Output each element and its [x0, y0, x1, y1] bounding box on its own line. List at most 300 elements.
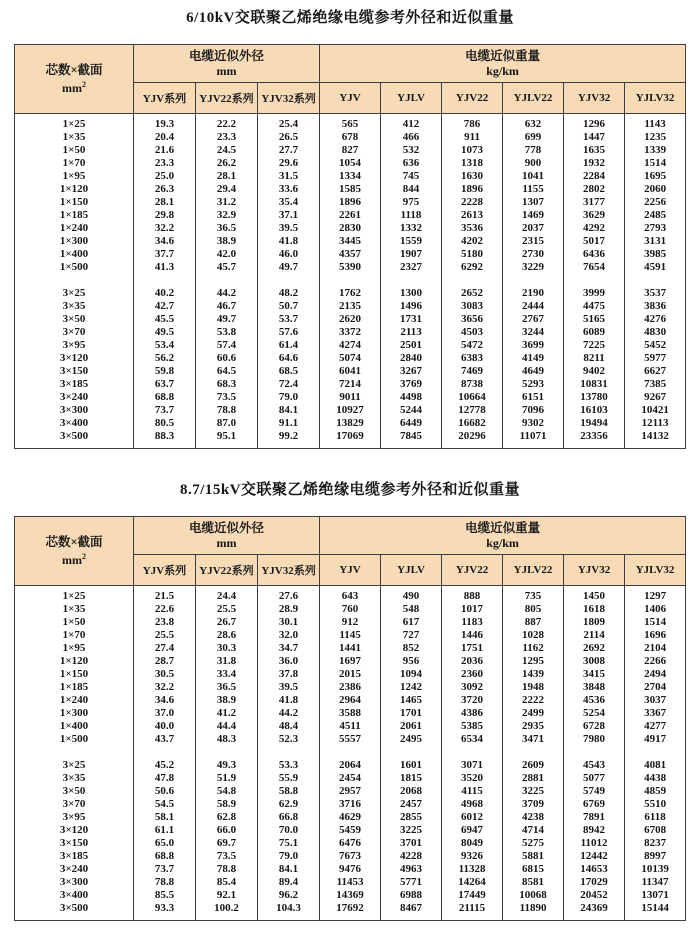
spacer-cell [15, 274, 134, 287]
value-cell: 30.1 [258, 616, 320, 629]
col-header-yjlv32: YJLV32 [625, 83, 686, 114]
value-cell: 2015 [320, 668, 381, 681]
value-cell: 1514 [625, 157, 686, 170]
value-cell: 4081 [625, 759, 686, 772]
value-cell: 30.5 [134, 668, 196, 681]
value-cell: 7673 [320, 850, 381, 863]
value-cell: 49.7 [258, 261, 320, 274]
value-cell: 28.6 [196, 629, 258, 642]
value-cell: 13829 [320, 417, 381, 430]
value-cell: 5771 [381, 876, 442, 889]
col-header-yjv-series: YJV系列 [134, 83, 196, 114]
table-row [15, 114, 686, 132]
value-cell: 805 [503, 603, 564, 616]
value-cell: 29.8 [134, 209, 196, 222]
value-cell: 14653 [564, 863, 625, 876]
value-cell: 5881 [503, 850, 564, 863]
value-cell: 2064 [320, 759, 381, 772]
spacer-cell [381, 746, 442, 759]
value-cell: 1296 [564, 114, 625, 132]
value-cell: 8581 [503, 876, 564, 889]
value-cell: 62.8 [196, 811, 258, 824]
value-cell: 11347 [625, 876, 686, 889]
value-cell: 37.0 [134, 707, 196, 720]
value-cell: 33.4 [196, 668, 258, 681]
value-cell: 16103 [564, 404, 625, 417]
spec-cell: 1×25 [15, 114, 134, 132]
value-cell: 2935 [503, 720, 564, 733]
spec-cell: 1×120 [15, 183, 134, 196]
value-cell: 1585 [320, 183, 381, 196]
value-cell: 10139 [625, 863, 686, 876]
value-cell: 37.1 [258, 209, 320, 222]
value-cell: 7845 [381, 430, 442, 449]
spacer-cell [503, 746, 564, 759]
value-cell: 20452 [564, 889, 625, 902]
value-cell: 1242 [381, 681, 442, 694]
value-cell: 6708 [625, 824, 686, 837]
value-cell: 5459 [320, 824, 381, 837]
header-weight-group [320, 45, 686, 83]
value-cell: 490 [381, 586, 442, 604]
value-cell: 44.2 [258, 707, 320, 720]
spacer-cell [134, 746, 196, 759]
value-cell: 1447 [564, 131, 625, 144]
spec-cell: 3×240 [15, 391, 134, 404]
value-cell: 84.1 [258, 863, 320, 876]
value-cell: 79.0 [258, 850, 320, 863]
table-row [15, 391, 686, 404]
value-cell: 4149 [503, 352, 564, 365]
spec-cell: 3×400 [15, 417, 134, 430]
value-cell: 28.9 [258, 603, 320, 616]
table-row [15, 785, 686, 798]
value-cell: 5472 [442, 339, 503, 352]
header-core-section-unit: $mm^2$ [62, 80, 86, 95]
value-cell: 678 [320, 131, 381, 144]
col-header-yjlv32: YJLV32 [625, 555, 686, 586]
value-cell: 3071 [442, 759, 503, 772]
value-cell: 2620 [320, 313, 381, 326]
value-cell: 54.8 [196, 785, 258, 798]
value-cell: 4438 [625, 772, 686, 785]
value-cell: 45.2 [134, 759, 196, 772]
header-row-groups [15, 45, 686, 83]
value-cell: 8942 [564, 824, 625, 837]
value-cell: 1630 [442, 170, 503, 183]
value-cell: 1406 [625, 603, 686, 616]
value-cell: 5017 [564, 235, 625, 248]
value-cell: 21.6 [134, 144, 196, 157]
value-cell: 10068 [503, 889, 564, 902]
spec-cell: 1×95 [15, 170, 134, 183]
value-cell: 3769 [381, 378, 442, 391]
value-cell: 2652 [442, 287, 503, 300]
table-title-8-7-15kv: 8.7/15kV交联聚乙烯绝缘电缆参考外径和近似重量 [179, 482, 521, 498]
header-weight-group-label: 电缆近似重量 [465, 49, 541, 63]
value-cell: 4543 [564, 759, 625, 772]
value-cell: 760 [320, 603, 381, 616]
table-row [15, 261, 686, 274]
spacer-cell [625, 746, 686, 759]
spec-cell: 3×300 [15, 404, 134, 417]
value-cell: 88.3 [134, 430, 196, 449]
value-cell: 778 [503, 144, 564, 157]
value-cell: 1054 [320, 157, 381, 170]
table-row [15, 235, 686, 248]
value-cell: 2360 [442, 668, 503, 681]
value-cell: 4503 [442, 326, 503, 339]
value-cell: 3225 [503, 785, 564, 798]
header-od-group-unit: mm [216, 536, 237, 550]
spec-cell: 3×35 [15, 772, 134, 785]
value-cell: 1695 [625, 170, 686, 183]
value-cell: 1731 [381, 313, 442, 326]
value-cell: 48.3 [196, 733, 258, 746]
value-cell: 25.4 [258, 114, 320, 132]
value-cell: 23.8 [134, 616, 196, 629]
value-cell: 3699 [503, 339, 564, 352]
value-cell: 30.3 [196, 642, 258, 655]
value-cell: 29.6 [258, 157, 320, 170]
value-cell: 78.8 [196, 863, 258, 876]
value-cell: 1696 [625, 629, 686, 642]
table-row [15, 248, 686, 261]
value-cell: 58.1 [134, 811, 196, 824]
spec-cell: 3×240 [15, 863, 134, 876]
value-cell: 10927 [320, 404, 381, 417]
table-row [15, 694, 686, 707]
value-cell: 28.1 [134, 196, 196, 209]
spacer-cell [15, 746, 134, 759]
table-row [15, 889, 686, 902]
table-row [15, 668, 686, 681]
value-cell: 84.1 [258, 404, 320, 417]
spec-cell: 1×500 [15, 261, 134, 274]
spec-cell: 3×25 [15, 287, 134, 300]
value-cell: 6089 [564, 326, 625, 339]
table-row [15, 707, 686, 720]
value-cell: 699 [503, 131, 564, 144]
body-group-3core [15, 759, 686, 921]
value-cell: 3999 [564, 287, 625, 300]
value-cell: 1896 [320, 196, 381, 209]
value-cell: 26.3 [134, 183, 196, 196]
value-cell: 38.9 [196, 235, 258, 248]
value-cell: 2266 [625, 655, 686, 668]
value-cell: 21.5 [134, 586, 196, 604]
value-cell: 6383 [442, 352, 503, 365]
value-cell: 1028 [503, 629, 564, 642]
spec-cell: 1×150 [15, 196, 134, 209]
value-cell: 53.3 [258, 759, 320, 772]
value-cell: 40.2 [134, 287, 196, 300]
value-cell: 10421 [625, 404, 686, 417]
value-cell: 2315 [503, 235, 564, 248]
spec-cell: 3×120 [15, 352, 134, 365]
value-cell: 34.6 [134, 694, 196, 707]
table-row [15, 837, 686, 850]
value-cell: 975 [381, 196, 442, 209]
value-cell: 2499 [503, 707, 564, 720]
value-cell: 40.0 [134, 720, 196, 733]
table-row [15, 378, 686, 391]
value-cell: 8997 [625, 850, 686, 863]
header-core-section-label: 芯数×截面 [45, 535, 103, 549]
value-cell: 827 [320, 144, 381, 157]
value-cell: 1155 [503, 183, 564, 196]
value-cell: 2454 [320, 772, 381, 785]
section-8-7-15kv [14, 480, 686, 921]
value-cell: 3709 [503, 798, 564, 811]
value-cell: 2037 [503, 222, 564, 235]
value-cell: 2767 [503, 313, 564, 326]
value-cell: 54.5 [134, 798, 196, 811]
table-row [15, 850, 686, 863]
value-cell: 2855 [381, 811, 442, 824]
spec-cell: 3×70 [15, 326, 134, 339]
spec-cell: 3×150 [15, 365, 134, 378]
cable-table-6-10kv [14, 44, 686, 449]
value-cell: 1948 [503, 681, 564, 694]
value-cell: 31.2 [196, 196, 258, 209]
table-header [15, 45, 686, 114]
value-cell: 5510 [625, 798, 686, 811]
table-row [15, 183, 686, 196]
value-cell: 1300 [381, 287, 442, 300]
value-cell: 3537 [625, 287, 686, 300]
value-cell: 66.0 [196, 824, 258, 837]
value-cell: 8211 [564, 352, 625, 365]
value-cell: 50.7 [258, 300, 320, 313]
value-cell: 31.5 [258, 170, 320, 183]
spec-cell: 1×70 [15, 629, 134, 642]
value-cell: 1339 [625, 144, 686, 157]
value-cell: 63.7 [134, 378, 196, 391]
value-cell: 6476 [320, 837, 381, 850]
value-cell: 7385 [625, 378, 686, 391]
value-cell: 735 [503, 586, 564, 604]
value-cell: 53.7 [258, 313, 320, 326]
value-cell: 25.0 [134, 170, 196, 183]
value-cell: 17692 [320, 902, 381, 921]
value-cell: 6436 [564, 248, 625, 261]
value-cell: 1162 [503, 642, 564, 655]
value-cell: 12113 [625, 417, 686, 430]
value-cell: 20.4 [134, 131, 196, 144]
value-cell: 5244 [381, 404, 442, 417]
value-cell: 6947 [442, 824, 503, 837]
body-group-1core [15, 114, 686, 275]
value-cell: 4968 [442, 798, 503, 811]
value-cell: 1809 [564, 616, 625, 629]
value-cell: 42.7 [134, 300, 196, 313]
value-cell: 12442 [564, 850, 625, 863]
value-cell: 1932 [564, 157, 625, 170]
value-cell: 35.4 [258, 196, 320, 209]
spec-cell: 1×70 [15, 157, 134, 170]
value-cell: 1618 [564, 603, 625, 616]
value-cell: 900 [503, 157, 564, 170]
value-cell: 91.1 [258, 417, 320, 430]
value-cell: 3092 [442, 681, 503, 694]
spec-cell: 3×70 [15, 798, 134, 811]
value-cell: 5977 [625, 352, 686, 365]
value-cell: 64.5 [196, 365, 258, 378]
value-cell: 5749 [564, 785, 625, 798]
value-cell: 2485 [625, 209, 686, 222]
col-header-yjv: YJV [320, 83, 381, 114]
value-cell: 6118 [625, 811, 686, 824]
value-cell: 4475 [564, 300, 625, 313]
value-cell: 1295 [503, 655, 564, 668]
value-cell: 5077 [564, 772, 625, 785]
value-cell: 41.3 [134, 261, 196, 274]
value-cell: 3716 [320, 798, 381, 811]
value-cell: 11328 [442, 863, 503, 876]
value-cell: 3536 [442, 222, 503, 235]
value-cell: 2704 [625, 681, 686, 694]
value-cell: 64.6 [258, 352, 320, 365]
value-cell: 2036 [442, 655, 503, 668]
value-cell: 31.8 [196, 655, 258, 668]
value-cell: 1896 [442, 183, 503, 196]
value-cell: 1514 [625, 616, 686, 629]
value-cell: 4859 [625, 785, 686, 798]
value-cell: 1815 [381, 772, 442, 785]
col-header-yjv22-series: YJV22系列 [196, 555, 258, 586]
value-cell: 2957 [320, 785, 381, 798]
value-cell: 55.9 [258, 772, 320, 785]
value-cell: 3520 [442, 772, 503, 785]
value-cell: 10831 [564, 378, 625, 391]
header-row-groups [15, 517, 686, 555]
value-cell: 2113 [381, 326, 442, 339]
value-cell: 6292 [442, 261, 503, 274]
spec-cell: 3×25 [15, 759, 134, 772]
value-cell: 5074 [320, 352, 381, 365]
value-cell: 9402 [564, 365, 625, 378]
value-cell: 44.4 [196, 720, 258, 733]
col-header-yjlv22: YJLV22 [503, 83, 564, 114]
col-header-yjv32: YJV32 [564, 555, 625, 586]
value-cell: 2730 [503, 248, 564, 261]
value-cell: 53.4 [134, 339, 196, 352]
value-cell: 26.7 [196, 616, 258, 629]
value-cell: 70.0 [258, 824, 320, 837]
spec-cell: 1×150 [15, 668, 134, 681]
spec-cell: 3×185 [15, 378, 134, 391]
value-cell: 2104 [625, 642, 686, 655]
value-cell: 4830 [625, 326, 686, 339]
value-cell: 4274 [320, 339, 381, 352]
value-cell: 7214 [320, 378, 381, 391]
value-cell: 1469 [503, 209, 564, 222]
value-cell: 52.3 [258, 733, 320, 746]
spec-cell: 3×50 [15, 313, 134, 326]
table-row [15, 655, 686, 668]
value-cell: 26.2 [196, 157, 258, 170]
table-header [15, 517, 686, 586]
spacer-cell [442, 746, 503, 759]
value-cell: 16682 [442, 417, 503, 430]
value-cell: 13071 [625, 889, 686, 902]
value-cell: 44.2 [196, 287, 258, 300]
value-cell: 11012 [564, 837, 625, 850]
value-cell: 7469 [442, 365, 503, 378]
value-cell: 85.4 [196, 876, 258, 889]
value-cell: 68.8 [134, 391, 196, 404]
value-cell: 7654 [564, 261, 625, 274]
value-cell: 26.5 [258, 131, 320, 144]
spec-cell: 3×150 [15, 837, 134, 850]
value-cell: 4357 [320, 248, 381, 261]
value-cell: 4276 [625, 313, 686, 326]
value-cell: 27.6 [258, 586, 320, 604]
col-header-yjv: YJV [320, 555, 381, 586]
value-cell: 2613 [442, 209, 503, 222]
value-cell: 3225 [381, 824, 442, 837]
value-cell: 5557 [320, 733, 381, 746]
table-row [15, 629, 686, 642]
value-cell: 22.6 [134, 603, 196, 616]
value-cell: 58.8 [258, 785, 320, 798]
value-cell: 3629 [564, 209, 625, 222]
value-cell: 1318 [442, 157, 503, 170]
value-cell: 4115 [442, 785, 503, 798]
value-cell: 6534 [442, 733, 503, 746]
spec-cell: 1×300 [15, 707, 134, 720]
col-header-yjlv: YJLV [381, 83, 442, 114]
spec-cell: 1×400 [15, 248, 134, 261]
spec-cell: 1×400 [15, 720, 134, 733]
value-cell: 3008 [564, 655, 625, 668]
col-header-yjv22-series: YJV22系列 [196, 83, 258, 114]
value-cell: 1446 [442, 629, 503, 642]
value-cell: 4238 [503, 811, 564, 824]
value-cell: 2457 [381, 798, 442, 811]
spec-cell: 1×35 [15, 603, 134, 616]
value-cell: 2830 [320, 222, 381, 235]
value-cell: 2222 [503, 694, 564, 707]
value-cell: 887 [503, 616, 564, 629]
value-cell: 1073 [442, 144, 503, 157]
value-cell: 25.5 [134, 629, 196, 642]
value-cell: 24.4 [196, 586, 258, 604]
value-cell: 2190 [503, 287, 564, 300]
table-row [15, 759, 686, 772]
spacer-cell [258, 274, 320, 287]
value-cell: 3848 [564, 681, 625, 694]
value-cell: 20296 [442, 430, 503, 449]
spec-cell: 1×500 [15, 733, 134, 746]
value-cell: 2327 [381, 261, 442, 274]
value-cell: 62.9 [258, 798, 320, 811]
value-cell: 786 [442, 114, 503, 132]
value-cell: 1465 [381, 694, 442, 707]
value-cell: 1017 [442, 603, 503, 616]
spec-cell: 1×185 [15, 681, 134, 694]
spec-cell: 3×500 [15, 902, 134, 921]
table-row [15, 681, 686, 694]
value-cell: 68.8 [134, 850, 196, 863]
value-cell: 32.0 [258, 629, 320, 642]
value-cell: 32.2 [134, 222, 196, 235]
value-cell: 57.6 [258, 326, 320, 339]
value-cell: 1559 [381, 235, 442, 248]
value-cell: 4917 [625, 733, 686, 746]
value-cell: 632 [503, 114, 564, 132]
